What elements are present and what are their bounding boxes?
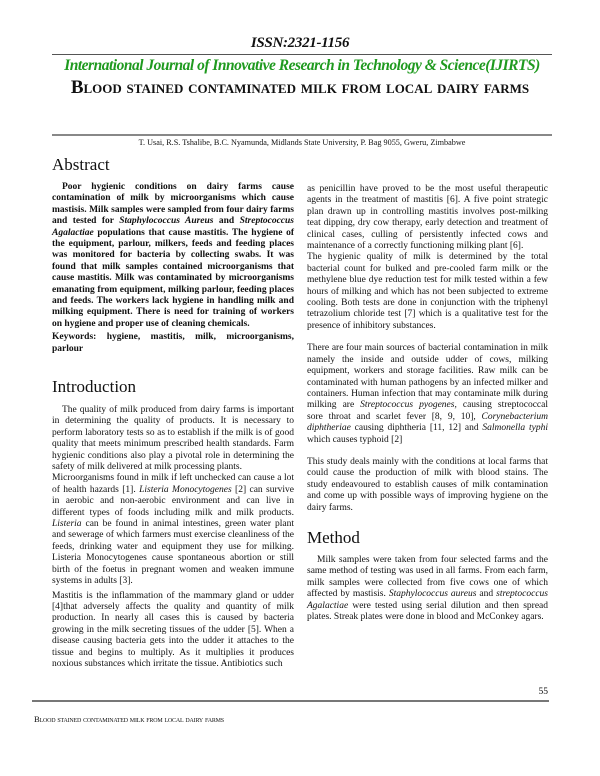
paragraph — [52, 591, 294, 671]
keywords: Keywords: hygiene, mastitis, milk, microorganisms, parlour — [52, 332, 294, 354]
journal-name: International Journal of Innovative Research in Technology & Science(IJIRTS) — [64, 57, 540, 74]
abstract-body — [52, 182, 294, 330]
text-run: Poor hygienic conditions on dairy farms cause contamination of milk by microorganisms which cause mastisis. Milk samples were sampled from four dairy farms and tested for — [52, 182, 294, 227]
text-run: and — [213, 216, 240, 227]
introduction-right — [307, 184, 548, 514]
text-run: which causes typhoid [2] — [307, 434, 403, 445]
text-run: Mastitis is the inflammation of the mammary gland or udder [4]that adversely affects the quality and quantity of milk production. In nearly all cases this is caused by bacteria growing in the milk secreting tissues of the udder [5]. When a disease causing bacteria gets into the udder it attaches to the tissue and begins to multiply. As it multiplies it produces noxious substances which irritate the tissue. Antibiotics such — [52, 590, 294, 669]
paragraph — [52, 405, 294, 473]
method-section — [307, 555, 548, 623]
text-run: Milk samples were taken from four selected farms and the same method of testing was used in all farms. From each farm, milk samples were collected from five cows one of which affected by mastisis. — [307, 555, 548, 600]
italic-term: Staphylococcus Aureus — [119, 216, 214, 227]
introduction-left — [52, 405, 294, 670]
text-run: can be found in animal intestines, green water plant and sewerage of which farmers must exercise cleanliness of the feeds, drinking water and equipment they use for milking. Listeria Monocytogenes cause spontaneous abortion or still birth of the foetus in pregnant women and weaken immune systems in adults [3]. — [52, 519, 294, 587]
method-heading: Method — [307, 528, 360, 547]
italic-term: Streptococcus Agalactiae — [52, 216, 294, 238]
header-rule — [52, 54, 552, 55]
abstract-heading: Abstract — [52, 155, 110, 174]
paragraph — [307, 343, 548, 446]
paragraph — [307, 252, 548, 332]
paragraph — [52, 473, 294, 587]
text-run: were tested using serial dilution and then spread plates. Streak plates were done in blood and McConkey agars. — [307, 600, 548, 623]
text-run: causing streptococcal sore throat and scarlet fever [8, 9, 10], — [307, 400, 548, 422]
page-number: 55 — [538, 687, 548, 697]
text-run: and — [476, 589, 497, 600]
title-rule — [52, 134, 552, 136]
text-run: populations that cause mastitis. The hygiene of the equipment, parlour, milkers, feeds and feeding places was monitored for bacteria by collecting swabs. It was found that milk samples contained microorganisms that cause mastitis. Milk was contaminated by microorganisms emanating from equipment, milking parlour, feeding places and feeds. The workers lack hygiene in handling milk and milking equipment. There is need for training of workers on hygiene and proper use of cleaning chemicals. — [52, 227, 294, 329]
text-run: [2] can survive in aerobic and non-aerobic environment and can live in different types of foods including milk and milk products. — [52, 484, 295, 518]
paragraph — [307, 555, 548, 623]
introduction-heading: Introduction — [52, 377, 137, 396]
abstract-section — [52, 182, 294, 355]
italic-term: Salmonella typhi — [482, 423, 548, 434]
text-run: The quality of milk produced from dairy farms is important in determining the quality of products. It is necessary to perform laboratory tests so as to establish if the milk is of good quality that meets minimum prescribed health standards. Farm hygienic conditions also play a pivotal role in determining the safety of milk delivered at milk processing plants. — [52, 405, 294, 473]
text-run: The hygienic quality of milk is determined by the total bacterial count for bulked and pre-cooled farm milk or the methylene blue dye reduction test for milk tested within a few hours of milking and which has not been subjected to extreme cooling. Both tests are done in conjunction with the triphenyl tetrazolium chloride test [7] which is a qualitative test for the presence of inhibitory substances. — [307, 252, 548, 331]
authors: T. Usai, R.S. Tshalibe, B.C. Nyamunda, Midlands State University, P. Bag 9055, Gweru, Zimbabwe — [138, 138, 466, 147]
italic-term: Listeria Monocytogenes — [139, 484, 232, 495]
text-run: Microorganisms found in milk if left unchecked can cause a lot of health hazards [1]. — [52, 473, 294, 495]
italic-term: Staphylococcus aureus — [388, 589, 477, 600]
running-title: Blood stained contaminated milk from local dairy farms — [34, 714, 224, 724]
paragraph — [307, 457, 548, 514]
italic-term: streptococcus Agalactiae — [307, 589, 549, 611]
text-run: causing diphtheria [11, 12] and — [350, 423, 483, 434]
paper-title: Blood stained contaminated milk from local dairy farms — [70, 77, 530, 98]
italic-term: Corynebacterium diphtheriae — [307, 411, 548, 434]
text-run: This study deals mainly with the conditions at local farms that could cause the production of milk with blood stains. The study endeavoured to establish causes of milk contamination and come up with possible ways of improving hygiene on the dairy farms. — [307, 456, 548, 513]
issn: ISSN:2321-1156 — [250, 35, 350, 51]
paragraph — [307, 184, 548, 252]
italic-term: Listeria — [52, 519, 82, 530]
text-run: as penicillin have proved to be the most useful therapeutic agents in the treatment of mastitis [6]. A five point strategic plan drawn up in controlling mastitis involves post-milking teat dipping, dry cow therapy, early detection and treatment of clinical cases, culling of persistently infected cows and maintenance of a correctly functioning milking plant [6]. — [307, 184, 548, 252]
footer-rule — [32, 700, 549, 702]
text-run: There are four main sources of bacterial contamination in milk namely the inside and outside udder of cows, milking equipment, workers and storage facilities. Raw milk can be contaminated with human pathogens by an infected milker and containers. Human infection that may contaminate milk during milking are — [307, 343, 548, 411]
italic-term: Streptococcus pyogenes, — [360, 400, 457, 411]
